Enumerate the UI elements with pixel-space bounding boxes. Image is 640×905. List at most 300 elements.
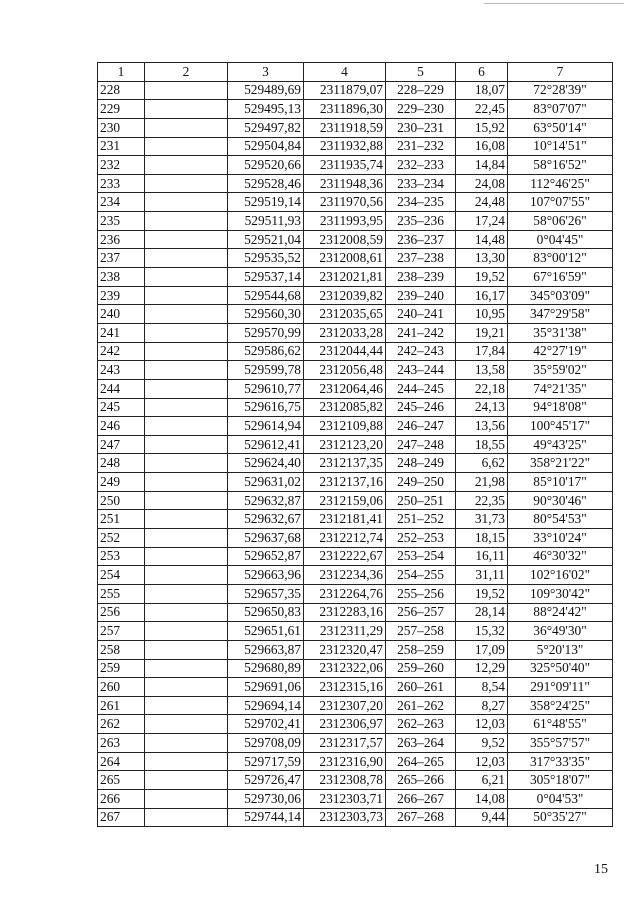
blank-cell-cell: [145, 789, 228, 808]
y-coordinate-cell: 2312320,47: [304, 640, 386, 659]
x-coordinate-cell: 529616,75: [228, 398, 304, 417]
blank-cell-cell: [145, 752, 228, 771]
point-number-cell: 250: [98, 491, 145, 510]
table-row: [98, 268, 613, 287]
direction-angle-cell: 10°14'51": [508, 137, 613, 156]
length-cell: 18,07: [456, 81, 508, 100]
blank-cell-cell: [145, 417, 228, 436]
direction-angle-cell: 112°46'25": [508, 174, 613, 193]
point-number-cell: 240: [98, 305, 145, 324]
segment-cell: 258–259: [386, 640, 456, 659]
length-cell: 9,44: [456, 808, 508, 827]
blank-cell-cell: [145, 808, 228, 827]
direction-angle-cell: 100°45'17": [508, 417, 613, 436]
direction-angle-cell: 50°35'27": [508, 808, 613, 827]
length-cell: 13,56: [456, 417, 508, 436]
y-coordinate-cell: 2312307,20: [304, 696, 386, 715]
table-row: [98, 230, 613, 249]
table-row: [98, 100, 613, 119]
blank-cell-cell: [145, 566, 228, 585]
table-row: [98, 212, 613, 231]
length-cell: 24,48: [456, 193, 508, 212]
direction-angle-cell: 74°21'35": [508, 379, 613, 398]
point-number-cell: 234: [98, 193, 145, 212]
point-number-cell: 245: [98, 398, 145, 417]
blank-cell-cell: [145, 286, 228, 305]
table-row: [98, 640, 613, 659]
y-coordinate-cell: 2312109,88: [304, 417, 386, 436]
length-cell: 22,45: [456, 100, 508, 119]
x-coordinate-cell: 529497,82: [228, 118, 304, 137]
x-coordinate-cell: 529519,14: [228, 193, 304, 212]
table-row: [98, 249, 613, 268]
segment-cell: 267–268: [386, 808, 456, 827]
x-coordinate-cell: 529586,62: [228, 342, 304, 361]
point-number-cell: 235: [98, 212, 145, 231]
segment-cell: 252–253: [386, 529, 456, 548]
blank-cell-cell: [145, 137, 228, 156]
blank-cell-cell: [145, 305, 228, 324]
y-coordinate-cell: 2311970,56: [304, 193, 386, 212]
y-coordinate-cell: 2312137,16: [304, 473, 386, 492]
x-coordinate-cell: 529632,87: [228, 491, 304, 510]
x-coordinate-cell: 529632,67: [228, 510, 304, 529]
direction-angle-cell: 0°04'53": [508, 789, 613, 808]
x-coordinate-cell: 529528,46: [228, 174, 304, 193]
segment-cell: 254–255: [386, 566, 456, 585]
direction-angle-cell: 46°30'32": [508, 547, 613, 566]
segment-cell: 245–246: [386, 398, 456, 417]
segment-cell: 265–266: [386, 771, 456, 790]
table-row: [98, 734, 613, 753]
y-coordinate-cell: 2312064,46: [304, 379, 386, 398]
direction-angle-cell: 291°09'11": [508, 678, 613, 697]
x-coordinate-cell: 529663,87: [228, 640, 304, 659]
length-cell: 22,18: [456, 379, 508, 398]
column-header-2: 2: [145, 63, 228, 82]
direction-angle-cell: 345°03'09": [508, 286, 613, 305]
segment-cell: 242–243: [386, 342, 456, 361]
x-coordinate-cell: 529651,61: [228, 622, 304, 641]
table-row: [98, 174, 613, 193]
x-coordinate-cell: 529717,59: [228, 752, 304, 771]
length-cell: 18,15: [456, 529, 508, 548]
header-rule: [484, 3, 624, 4]
length-cell: 14,84: [456, 156, 508, 175]
blank-cell-cell: [145, 454, 228, 473]
direction-angle-cell: 109°30'42": [508, 584, 613, 603]
point-number-cell: 252: [98, 529, 145, 548]
point-number-cell: 260: [98, 678, 145, 697]
y-coordinate-cell: 2312322,06: [304, 659, 386, 678]
blank-cell-cell: [145, 342, 228, 361]
direction-angle-cell: 67°16'59": [508, 268, 613, 287]
length-cell: 19,52: [456, 584, 508, 603]
segment-cell: 238–239: [386, 268, 456, 287]
point-number-cell: 261: [98, 696, 145, 715]
point-number-cell: 264: [98, 752, 145, 771]
column-header-7: 7: [508, 63, 613, 82]
blank-cell-cell: [145, 696, 228, 715]
y-coordinate-cell: 2312283,16: [304, 603, 386, 622]
length-cell: 16,11: [456, 547, 508, 566]
direction-angle-cell: 107°07'55": [508, 193, 613, 212]
y-coordinate-cell: 2312008,59: [304, 230, 386, 249]
y-coordinate-cell: 2312008,61: [304, 249, 386, 268]
x-coordinate-cell: 529610,77: [228, 379, 304, 398]
blank-cell-cell: [145, 212, 228, 231]
table-row: [98, 379, 613, 398]
table-row: [98, 529, 613, 548]
table-row: [98, 659, 613, 678]
blank-cell-cell: [145, 510, 228, 529]
table-row: [98, 491, 613, 510]
length-cell: 13,30: [456, 249, 508, 268]
y-coordinate-cell: 2312303,73: [304, 808, 386, 827]
length-cell: 15,92: [456, 118, 508, 137]
segment-cell: 246–247: [386, 417, 456, 436]
blank-cell-cell: [145, 398, 228, 417]
table-row: [98, 547, 613, 566]
x-coordinate-cell: 529694,14: [228, 696, 304, 715]
point-number-cell: 244: [98, 379, 145, 398]
table-row: [98, 193, 613, 212]
segment-cell: 249–250: [386, 473, 456, 492]
segment-cell: 248–249: [386, 454, 456, 473]
blank-cell-cell: [145, 715, 228, 734]
direction-angle-cell: 63°50'14": [508, 118, 613, 137]
length-cell: 24,08: [456, 174, 508, 193]
x-coordinate-cell: 529599,78: [228, 361, 304, 380]
y-coordinate-cell: 2312222,67: [304, 547, 386, 566]
table-row: [98, 603, 613, 622]
segment-cell: 236–237: [386, 230, 456, 249]
y-coordinate-cell: 2311932,88: [304, 137, 386, 156]
length-cell: 8,27: [456, 696, 508, 715]
segment-cell: 241–242: [386, 323, 456, 342]
segment-cell: 261–262: [386, 696, 456, 715]
x-coordinate-cell: 529495,13: [228, 100, 304, 119]
table-row: [98, 715, 613, 734]
x-coordinate-cell: 529631,02: [228, 473, 304, 492]
segment-cell: 244–245: [386, 379, 456, 398]
length-cell: 24,13: [456, 398, 508, 417]
segment-cell: 243–244: [386, 361, 456, 380]
blank-cell-cell: [145, 771, 228, 790]
y-coordinate-cell: 2312308,78: [304, 771, 386, 790]
direction-angle-cell: 358°24'25": [508, 696, 613, 715]
point-number-cell: 228: [98, 81, 145, 100]
table-row: [98, 584, 613, 603]
segment-cell: 256–257: [386, 603, 456, 622]
segment-cell: 239–240: [386, 286, 456, 305]
point-number-cell: 263: [98, 734, 145, 753]
point-number-cell: 247: [98, 435, 145, 454]
segment-cell: 262–263: [386, 715, 456, 734]
table-row: [98, 286, 613, 305]
table-row: [98, 305, 613, 324]
point-number-cell: 266: [98, 789, 145, 808]
segment-cell: 259–260: [386, 659, 456, 678]
length-cell: 14,48: [456, 230, 508, 249]
length-cell: 31,73: [456, 510, 508, 529]
segment-cell: 250–251: [386, 491, 456, 510]
x-coordinate-cell: 529726,47: [228, 771, 304, 790]
length-cell: 6,62: [456, 454, 508, 473]
segment-cell: 260–261: [386, 678, 456, 697]
direction-angle-cell: 33°10'24": [508, 529, 613, 548]
segment-cell: 228–229: [386, 81, 456, 100]
length-cell: 16,17: [456, 286, 508, 305]
x-coordinate-cell: 529544,68: [228, 286, 304, 305]
x-coordinate-cell: 529680,89: [228, 659, 304, 678]
direction-angle-cell: 58°16'52": [508, 156, 613, 175]
direction-angle-cell: 0°04'45": [508, 230, 613, 249]
length-cell: 10,95: [456, 305, 508, 324]
length-cell: 18,55: [456, 435, 508, 454]
y-coordinate-cell: 2312033,28: [304, 323, 386, 342]
length-cell: 19,21: [456, 323, 508, 342]
blank-cell-cell: [145, 603, 228, 622]
point-number-cell: 251: [98, 510, 145, 529]
table-row: [98, 678, 613, 697]
blank-cell-cell: [145, 473, 228, 492]
direction-angle-cell: 358°21'22": [508, 454, 613, 473]
y-coordinate-cell: 2312123,20: [304, 435, 386, 454]
blank-cell-cell: [145, 529, 228, 548]
direction-angle-cell: 72°28'39": [508, 81, 613, 100]
y-coordinate-cell: 2312315,16: [304, 678, 386, 697]
x-coordinate-cell: 529521,04: [228, 230, 304, 249]
y-coordinate-cell: 2312316,90: [304, 752, 386, 771]
blank-cell-cell: [145, 379, 228, 398]
blank-cell-cell: [145, 156, 228, 175]
segment-cell: 253–254: [386, 547, 456, 566]
y-coordinate-cell: 2312311,29: [304, 622, 386, 641]
segment-cell: 240–241: [386, 305, 456, 324]
segment-cell: 251–252: [386, 510, 456, 529]
y-coordinate-cell: 2312234,36: [304, 566, 386, 585]
table-row: [98, 771, 613, 790]
segment-cell: 255–256: [386, 584, 456, 603]
segment-cell: 237–238: [386, 249, 456, 268]
x-coordinate-cell: 529730,06: [228, 789, 304, 808]
segment-cell: 230–231: [386, 118, 456, 137]
blank-cell-cell: [145, 118, 228, 137]
table-row: [98, 81, 613, 100]
segment-cell: 235–236: [386, 212, 456, 231]
x-coordinate-cell: 529663,96: [228, 566, 304, 585]
table-row: [98, 118, 613, 137]
segment-cell: 264–265: [386, 752, 456, 771]
direction-angle-cell: 36°49'30": [508, 622, 613, 641]
direction-angle-cell: 305°18'07": [508, 771, 613, 790]
point-number-cell: 248: [98, 454, 145, 473]
blank-cell-cell: [145, 323, 228, 342]
segment-cell: 234–235: [386, 193, 456, 212]
point-number-cell: 253: [98, 547, 145, 566]
x-coordinate-cell: 529637,68: [228, 529, 304, 548]
point-number-cell: 265: [98, 771, 145, 790]
length-cell: 12,29: [456, 659, 508, 678]
direction-angle-cell: 88°24'42": [508, 603, 613, 622]
direction-angle-cell: 61°48'55": [508, 715, 613, 734]
length-cell: 17,84: [456, 342, 508, 361]
length-cell: 9,52: [456, 734, 508, 753]
table-row: [98, 566, 613, 585]
length-cell: 28,14: [456, 603, 508, 622]
direction-angle-cell: 83°00'12": [508, 249, 613, 268]
point-number-cell: 232: [98, 156, 145, 175]
x-coordinate-cell: 529691,06: [228, 678, 304, 697]
point-number-cell: 243: [98, 361, 145, 380]
y-coordinate-cell: 2312085,82: [304, 398, 386, 417]
direction-angle-cell: 325°50'40": [508, 659, 613, 678]
direction-angle-cell: 317°33'35": [508, 752, 613, 771]
y-coordinate-cell: 2312181,41: [304, 510, 386, 529]
direction-angle-cell: 90°30'46": [508, 491, 613, 510]
point-number-cell: 254: [98, 566, 145, 585]
length-cell: 6,21: [456, 771, 508, 790]
column-header-1: 1: [98, 63, 145, 82]
segment-cell: 232–233: [386, 156, 456, 175]
point-number-cell: 236: [98, 230, 145, 249]
table-row: [98, 361, 613, 380]
direction-angle-cell: 94°18'08": [508, 398, 613, 417]
length-cell: 19,52: [456, 268, 508, 287]
table-row: [98, 789, 613, 808]
direction-angle-cell: 58°06'26": [508, 212, 613, 231]
length-cell: 12,03: [456, 715, 508, 734]
blank-cell-cell: [145, 361, 228, 380]
page-number: 15: [594, 862, 608, 877]
table-row: [98, 510, 613, 529]
x-coordinate-cell: 529657,35: [228, 584, 304, 603]
table-row: [98, 696, 613, 715]
blank-cell-cell: [145, 193, 228, 212]
length-cell: 17,09: [456, 640, 508, 659]
table-row: [98, 808, 613, 827]
column-header-6: 6: [456, 63, 508, 82]
point-number-cell: 239: [98, 286, 145, 305]
segment-cell: 266–267: [386, 789, 456, 808]
point-number-cell: 259: [98, 659, 145, 678]
segment-cell: 231–232: [386, 137, 456, 156]
x-coordinate-cell: 529535,52: [228, 249, 304, 268]
x-coordinate-cell: 529624,40: [228, 454, 304, 473]
blank-cell-cell: [145, 491, 228, 510]
direction-angle-cell: 5°20'13": [508, 640, 613, 659]
length-cell: 16,08: [456, 137, 508, 156]
length-cell: 12,03: [456, 752, 508, 771]
x-coordinate-cell: 529570,99: [228, 323, 304, 342]
length-cell: 22,35: [456, 491, 508, 510]
length-cell: 17,24: [456, 212, 508, 231]
table-row: [98, 435, 613, 454]
direction-angle-cell: 102°16'02": [508, 566, 613, 585]
point-number-cell: 238: [98, 268, 145, 287]
segment-cell: 257–258: [386, 622, 456, 641]
y-coordinate-cell: 2312021,81: [304, 268, 386, 287]
x-coordinate-cell: 529708,09: [228, 734, 304, 753]
table-row: [98, 454, 613, 473]
y-coordinate-cell: 2312039,82: [304, 286, 386, 305]
blank-cell-cell: [145, 435, 228, 454]
x-coordinate-cell: 529652,87: [228, 547, 304, 566]
table-row: [98, 473, 613, 492]
table-row: [98, 622, 613, 641]
direction-angle-cell: 49°43'25": [508, 435, 613, 454]
y-coordinate-cell: 2312264,76: [304, 584, 386, 603]
blank-cell-cell: [145, 622, 228, 641]
column-header-3: 3: [228, 63, 304, 82]
table-header-row: [98, 63, 613, 82]
x-coordinate-cell: 529650,83: [228, 603, 304, 622]
table-row: [98, 342, 613, 361]
point-number-cell: 267: [98, 808, 145, 827]
blank-cell-cell: [145, 100, 228, 119]
point-number-cell: 257: [98, 622, 145, 641]
length-cell: 15,32: [456, 622, 508, 641]
y-coordinate-cell: 2311896,30: [304, 100, 386, 119]
point-number-cell: 233: [98, 174, 145, 193]
blank-cell-cell: [145, 734, 228, 753]
y-coordinate-cell: 2312035,65: [304, 305, 386, 324]
y-coordinate-cell: 2312303,71: [304, 789, 386, 808]
length-cell: 31,11: [456, 566, 508, 585]
column-header-4: 4: [304, 63, 386, 82]
table-row: [98, 417, 613, 436]
point-number-cell: 241: [98, 323, 145, 342]
direction-angle-cell: 35°59'02": [508, 361, 613, 380]
direction-angle-cell: 347°29'58": [508, 305, 613, 324]
table-row: [98, 137, 613, 156]
y-coordinate-cell: 2311935,74: [304, 156, 386, 175]
blank-cell-cell: [145, 174, 228, 193]
x-coordinate-cell: 529614,94: [228, 417, 304, 436]
blank-cell-cell: [145, 81, 228, 100]
blank-cell-cell: [145, 268, 228, 287]
point-number-cell: 262: [98, 715, 145, 734]
x-coordinate-cell: 529504,84: [228, 137, 304, 156]
direction-angle-cell: 83°07'07": [508, 100, 613, 119]
y-coordinate-cell: 2312137,35: [304, 454, 386, 473]
y-coordinate-cell: 2312306,97: [304, 715, 386, 734]
point-number-cell: 255: [98, 584, 145, 603]
x-coordinate-cell: 529744,14: [228, 808, 304, 827]
segment-cell: 229–230: [386, 100, 456, 119]
blank-cell-cell: [145, 230, 228, 249]
blank-cell-cell: [145, 659, 228, 678]
x-coordinate-cell: 529520,66: [228, 156, 304, 175]
column-header-5: 5: [386, 63, 456, 82]
x-coordinate-cell: 529511,93: [228, 212, 304, 231]
table-body: [98, 81, 613, 827]
y-coordinate-cell: 2312212,74: [304, 529, 386, 548]
direction-angle-cell: 85°10'17": [508, 473, 613, 492]
point-number-cell: 246: [98, 417, 145, 436]
table-row: [98, 398, 613, 417]
y-coordinate-cell: 2312044,44: [304, 342, 386, 361]
segment-cell: 247–248: [386, 435, 456, 454]
table-row: [98, 156, 613, 175]
length-cell: 13,58: [456, 361, 508, 380]
length-cell: 8,54: [456, 678, 508, 697]
length-cell: 14,08: [456, 789, 508, 808]
segment-cell: 233–234: [386, 174, 456, 193]
y-coordinate-cell: 2312056,48: [304, 361, 386, 380]
blank-cell-cell: [145, 678, 228, 697]
